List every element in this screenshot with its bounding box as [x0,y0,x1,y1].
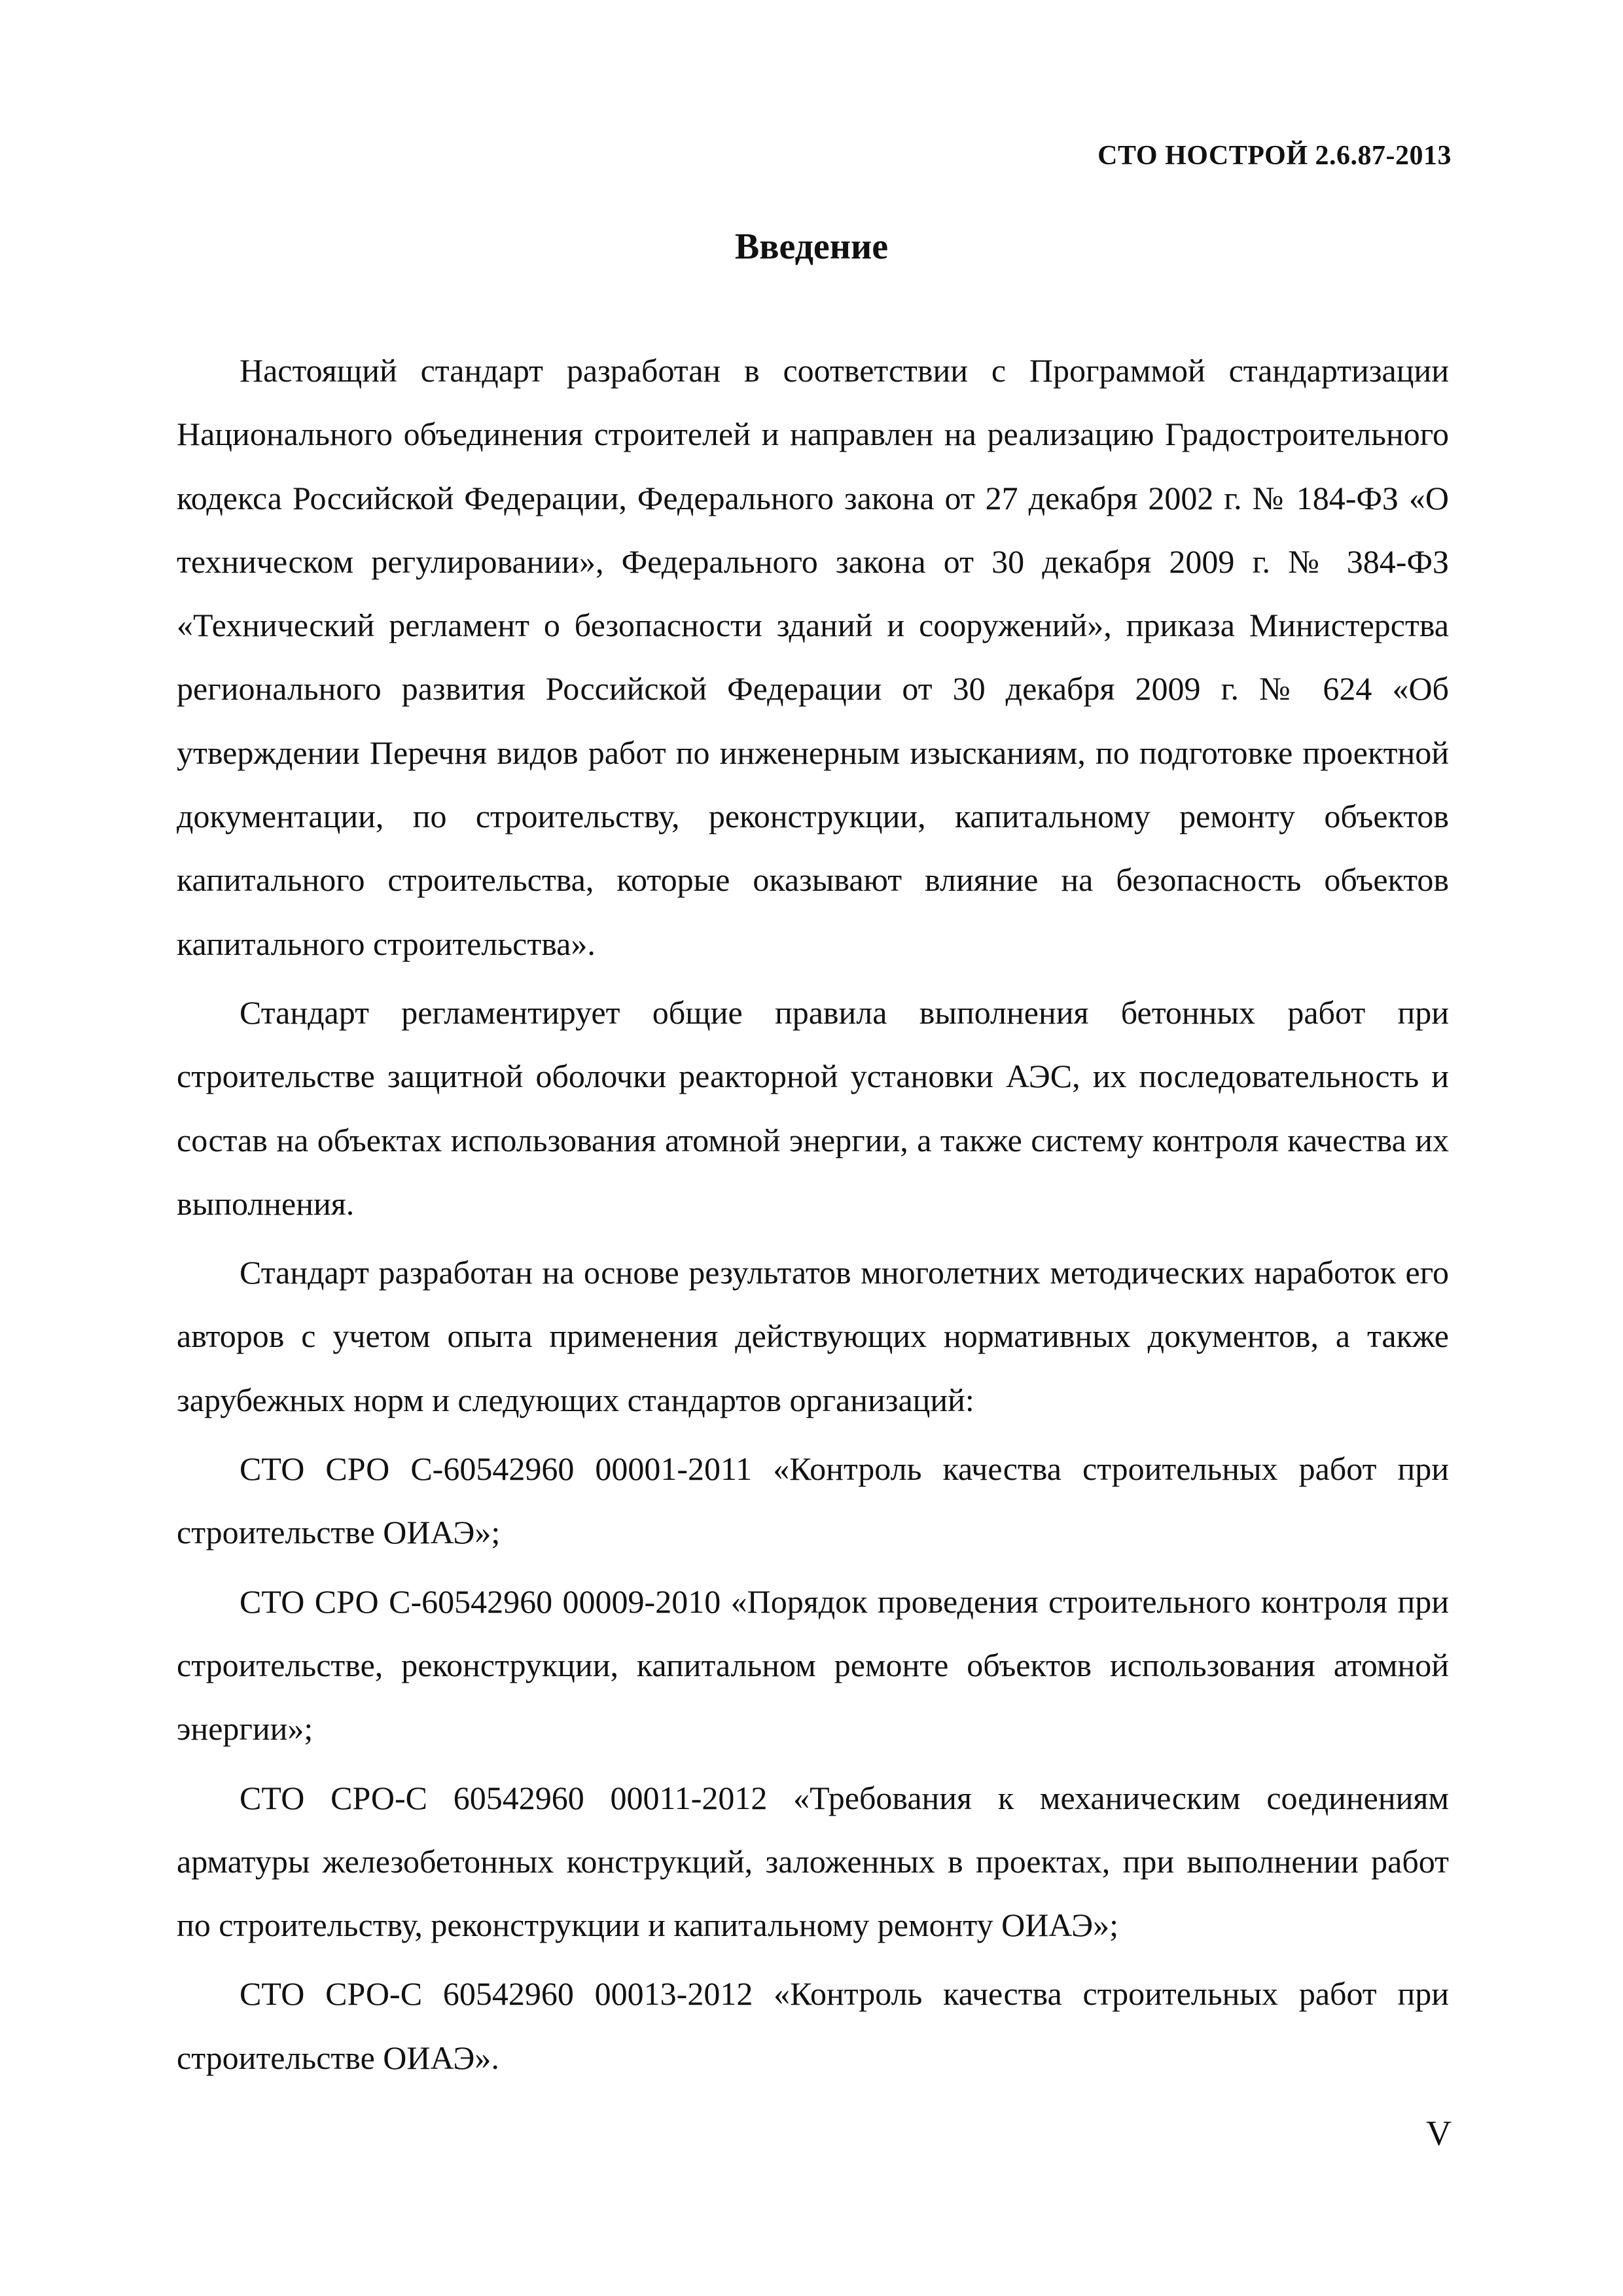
body-text [177,339,1449,2095]
paragraph-scope: Стандарт регламентирует общие правила выполнения бетонных работ при строительстве защитной оболочки реакторной установки АЭС, их последовательность и состав на объектах использования атомной энергии, а также систему контроля качества их выполнения. [177,994,1449,1222]
reference-item: СТО СРО С-60542960 00009-2010 «Порядок проведения строительного контроля при строительстве, реконструкции, капитальном ремонте объектов использования атомной энергии»; [177,1583,1449,1748]
page-number: V [1426,2113,1452,2153]
paragraph-intro: Настоящий стандарт разработан в соответствии с Программой стандартизации Национального объединения строителей и направлен на реализацию Градостроительного кодекса Российской Федерации, Федерального закона от 27 декабря 2002 г. № 184-ФЗ «О техническом регулировании», Федерального закона от 30 декабря 2009 г. № 384-ФЗ «Технический регламент о безопасности зданий и сооружений», приказа Министерства регионального развития Российской Федерации от 30 декабря 2009 г. № 624 «Об утверждении Перечня видов работ по инженерным изысканиям, по подготовке проектной документации, по строительству, реконструкции, капитальному ремонту объектов капитального строительства, которые оказывают влияние на безопасность объектов капитального строительства». [177,352,1449,962]
document-code: СТО НОСТРОЙ 2.6.87-2013 [1097,141,1452,171]
reference-item: СТО СРО-С 60542960 00011-2012 «Требования к механическим соединениям арматуры железобетонных конструкций, заложенных в проектах, при выполнении работ по строительству, реконструкции и капитальному ремонту ОИАЭ»; [177,1779,1449,1944]
reference-item: СТО СРО-С 60542960 00013-2012 «Контроль качества строительных работ при строительстве ОИАЭ». [177,1975,1449,2076]
reference-item: СТО СРО С-60542960 00001-2011 «Контроль качества строительных работ при строительстве ОИАЭ»; [177,1450,1449,1551]
paragraph-basis: Стандарт разработан на основе результатов многолетних методических наработок его авторов с учетом опыта применения действующих нормативных документов, а также зарубежных норм и следующих стандартов организаций: [177,1254,1449,1418]
section-heading: Введение [734,226,889,267]
